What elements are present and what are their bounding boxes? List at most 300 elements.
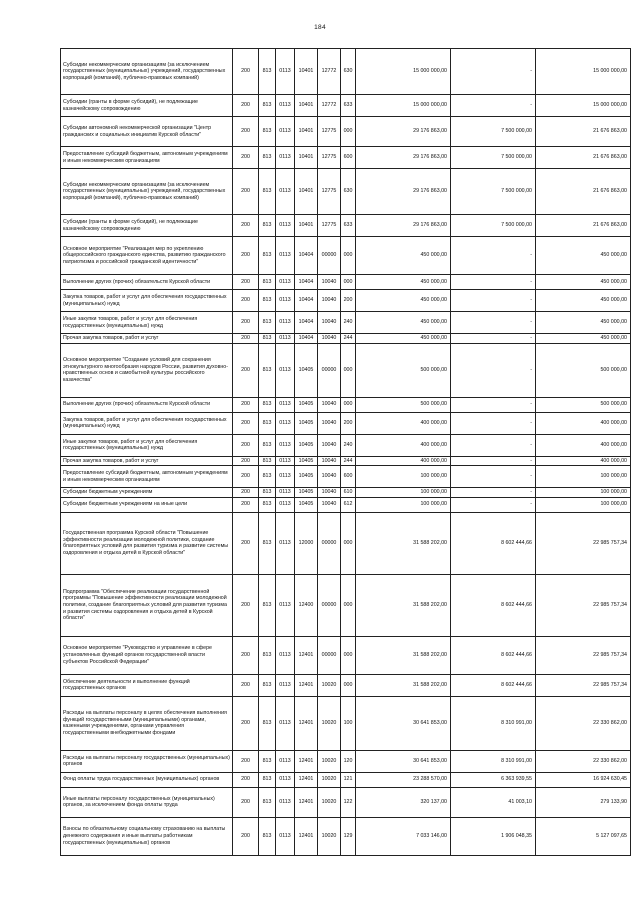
row-code-cell: 0113 (276, 275, 295, 290)
row-code-cell: 200 (233, 412, 259, 434)
row-code-cell: 000 (341, 237, 356, 275)
row-amount-cell: 400 000,00 (356, 456, 451, 466)
table-row (61, 49, 631, 95)
row-code-cell: 10040 (318, 466, 341, 488)
row-code-cell: 10040 (318, 275, 341, 290)
row-code-cell: 10404 (295, 334, 318, 344)
row-amount-cell: 15 000 000,00 (536, 95, 631, 117)
row-code-cell: 0113 (276, 497, 295, 512)
row-name-cell: Иные выплаты персоналу государственных (муниципальных) органов, за исключением фонда оплаты труда (61, 787, 233, 817)
row-code-cell: 000 (341, 275, 356, 290)
table-row (61, 412, 631, 434)
table-row (61, 696, 631, 750)
row-amount-cell: - (451, 412, 536, 434)
row-code-cell: 0113 (276, 312, 295, 334)
row-amount-cell: 30 641 853,00 (356, 750, 451, 772)
row-code-cell: 200 (233, 512, 259, 574)
row-code-cell: 12401 (295, 772, 318, 787)
row-code-cell: 12000 (295, 512, 318, 574)
row-code-cell: 813 (259, 215, 276, 237)
table-row (61, 817, 631, 855)
row-amount-cell: - (451, 275, 536, 290)
table-row (61, 434, 631, 456)
row-amount-cell: 100 000,00 (536, 488, 631, 498)
row-code-cell: 000 (341, 397, 356, 412)
row-amount-cell: 400 000,00 (356, 412, 451, 434)
row-code-cell: 200 (233, 787, 259, 817)
row-amount-cell: 7 500 000,00 (451, 117, 536, 147)
row-name-cell: Расходы на выплаты персоналу в целях обеспечения выполнения функций государственными (муниципальными) органами, казенными учреждениями, органами управления государственными внебюджетными фондами (61, 696, 233, 750)
row-code-cell: 813 (259, 456, 276, 466)
row-code-cell: 0113 (276, 215, 295, 237)
row-code-cell: 12775 (318, 147, 341, 169)
row-code-cell: 200 (233, 117, 259, 147)
row-amount-cell: 100 000,00 (356, 488, 451, 498)
row-amount-cell: 21 676 863,00 (536, 147, 631, 169)
row-amount-cell: 29 176 863,00 (356, 169, 451, 215)
row-amount-cell: 22 330 862,00 (536, 696, 631, 750)
table-row (61, 117, 631, 147)
row-code-cell: 200 (233, 497, 259, 512)
row-code-cell: 10401 (295, 95, 318, 117)
row-code-cell: 10020 (318, 817, 341, 855)
row-name-cell: Субсидии бюджетным учреждениям (61, 488, 233, 498)
row-name-cell: Субсидии (гранты в форме субсидий), не подлежащие казначейскому сопровождению (61, 215, 233, 237)
row-code-cell: 12775 (318, 117, 341, 147)
row-code-cell: 120 (341, 750, 356, 772)
row-code-cell: 813 (259, 95, 276, 117)
row-amount-cell: 15 000 000,00 (536, 49, 631, 95)
row-code-cell: 0113 (276, 674, 295, 696)
row-amount-cell: 15 000 000,00 (356, 49, 451, 95)
row-name-cell: Взносы по обязательному социальному страхованию на выплаты денежного содержания и иные выплаты работникам государственных (муниципальных) органов (61, 817, 233, 855)
row-code-cell: 129 (341, 817, 356, 855)
row-code-cell: 813 (259, 397, 276, 412)
row-amount-cell: 100 000,00 (536, 466, 631, 488)
row-amount-cell: 450 000,00 (536, 275, 631, 290)
row-amount-cell: 400 000,00 (536, 456, 631, 466)
row-code-cell: 10404 (295, 290, 318, 312)
row-amount-cell: 450 000,00 (356, 334, 451, 344)
row-name-cell: Иные закупки товаров, работ и услуг для обеспечения государственных (муниципальных) нужд (61, 312, 233, 334)
row-amount-cell: - (451, 466, 536, 488)
row-code-cell: 244 (341, 334, 356, 344)
row-code-cell: 100 (341, 696, 356, 750)
row-amount-cell: - (451, 290, 536, 312)
row-amount-cell: 450 000,00 (536, 334, 631, 344)
row-amount-cell: - (451, 334, 536, 344)
table-row (61, 497, 631, 512)
row-code-cell: 244 (341, 456, 356, 466)
row-code-cell: 0113 (276, 334, 295, 344)
row-code-cell: 10405 (295, 456, 318, 466)
row-amount-cell: 400 000,00 (536, 434, 631, 456)
row-code-cell: 10020 (318, 696, 341, 750)
row-amount-cell: 450 000,00 (356, 312, 451, 334)
table-row (61, 397, 631, 412)
row-code-cell: 10040 (318, 412, 341, 434)
row-code-cell: 813 (259, 117, 276, 147)
row-code-cell: 10404 (295, 312, 318, 334)
row-name-cell: Государственная программа Курской области "Повышение эффективности реализации молодежной политики, создание благоприятных условий для развития туризма и развитие системы оздоровления и отдыха детей в Курской области" (61, 512, 233, 574)
row-code-cell: 12775 (318, 169, 341, 215)
row-code-cell: 00000 (318, 237, 341, 275)
row-code-cell: 00000 (318, 574, 341, 636)
row-code-cell: 0113 (276, 750, 295, 772)
row-code-cell: 813 (259, 237, 276, 275)
row-code-cell: 200 (233, 772, 259, 787)
row-code-cell: 0113 (276, 237, 295, 275)
row-code-cell: 0113 (276, 49, 295, 95)
row-code-cell: 10040 (318, 334, 341, 344)
row-amount-cell: 22 985 757,34 (536, 674, 631, 696)
row-code-cell: 200 (233, 488, 259, 498)
row-code-cell: 000 (341, 343, 356, 397)
row-code-cell: 200 (233, 456, 259, 466)
row-code-cell: 200 (233, 574, 259, 636)
row-code-cell: 200 (233, 674, 259, 696)
row-name-cell: Закупка товаров, работ и услуг для обеспечения государственных (муниципальных) нужд (61, 290, 233, 312)
table-row (61, 275, 631, 290)
row-amount-cell: - (451, 49, 536, 95)
table-row (61, 466, 631, 488)
row-code-cell: 0113 (276, 290, 295, 312)
row-amount-cell: 31 588 202,00 (356, 636, 451, 674)
row-code-cell: 200 (233, 817, 259, 855)
row-code-cell: 10401 (295, 169, 318, 215)
row-name-cell: Подпрограмма "Обеспечение реализации государственной программы "Повышение эффективности реализации молодежной политики, создание благоприятных условий для развития туризма и развития системы оздоровления и отдыха детей в Курской области" (61, 574, 233, 636)
row-code-cell: 200 (233, 466, 259, 488)
row-code-cell: 813 (259, 290, 276, 312)
row-name-cell: Закупка товаров, работ и услуг для обеспечения государственных (муниципальных) нужд (61, 412, 233, 434)
table-row (61, 215, 631, 237)
row-code-cell: 12772 (318, 49, 341, 95)
row-amount-cell: 29 176 863,00 (356, 117, 451, 147)
row-amount-cell: 100 000,00 (356, 466, 451, 488)
table-row (61, 456, 631, 466)
row-code-cell: 10020 (318, 787, 341, 817)
row-name-cell: Выполнение других (прочих) обязательств Курской области (61, 275, 233, 290)
row-name-cell: Субсидии автономной некоммерческой организации "Центр гражданских и социальных инициатив Курской области" (61, 117, 233, 147)
row-amount-cell: 22 985 757,34 (536, 574, 631, 636)
row-code-cell: 10405 (295, 412, 318, 434)
row-amount-cell: 320 137,00 (356, 787, 451, 817)
row-code-cell: 0113 (276, 512, 295, 574)
row-amount-cell: - (451, 237, 536, 275)
table-row (61, 334, 631, 344)
row-name-cell: Основное мероприятие "Реализация мер по укреплению общероссийского гражданского единства, развитию гражданского патриотизма и российской гражданской идентичности" (61, 237, 233, 275)
row-code-cell: 000 (341, 636, 356, 674)
row-amount-cell: - (451, 397, 536, 412)
row-code-cell: 0113 (276, 147, 295, 169)
row-amount-cell: 15 000 000,00 (356, 95, 451, 117)
row-code-cell: 00000 (318, 512, 341, 574)
row-name-cell: Расходы на выплаты персоналу государственных (муниципальных) органов (61, 750, 233, 772)
row-code-cell: 630 (341, 49, 356, 95)
row-code-cell: 10405 (295, 397, 318, 412)
row-amount-cell: 41 003,10 (451, 787, 536, 817)
row-code-cell: 240 (341, 434, 356, 456)
table-row (61, 787, 631, 817)
row-code-cell: 10401 (295, 49, 318, 95)
row-code-cell: 10405 (295, 497, 318, 512)
row-code-cell: 200 (233, 49, 259, 95)
row-name-cell: Субсидии некоммерческим организациям (за исключением государственных (муниципальных) учреждений, государственных корпораций (компаний), публично-правовых компаний) (61, 169, 233, 215)
row-code-cell: 10040 (318, 290, 341, 312)
row-amount-cell: 5 127 097,65 (536, 817, 631, 855)
row-amount-cell: 31 588 202,00 (356, 512, 451, 574)
row-amount-cell: - (451, 95, 536, 117)
row-code-cell: 813 (259, 343, 276, 397)
row-code-cell: 200 (233, 147, 259, 169)
row-amount-cell: 8 602 444,66 (451, 636, 536, 674)
table-row (61, 147, 631, 169)
row-amount-cell: 22 985 757,34 (536, 636, 631, 674)
row-name-cell: Фонд оплаты труда государственных (муниципальных) органов (61, 772, 233, 787)
row-amount-cell: 29 176 863,00 (356, 215, 451, 237)
row-amount-cell: 8 602 444,66 (451, 574, 536, 636)
row-name-cell: Выполнение других (прочих) обязательств Курской области (61, 397, 233, 412)
row-code-cell: 10040 (318, 434, 341, 456)
row-code-cell: 813 (259, 772, 276, 787)
row-amount-cell: 29 176 863,00 (356, 147, 451, 169)
row-code-cell: 10040 (318, 456, 341, 466)
row-amount-cell: 500 000,00 (356, 397, 451, 412)
row-code-cell: 813 (259, 750, 276, 772)
row-amount-cell: 22 985 757,34 (536, 512, 631, 574)
table-row (61, 674, 631, 696)
row-code-cell: 10040 (318, 312, 341, 334)
row-code-cell: 813 (259, 636, 276, 674)
row-amount-cell: 8 602 444,66 (451, 512, 536, 574)
row-code-cell: 10404 (295, 275, 318, 290)
row-amount-cell: 8 310 991,00 (451, 750, 536, 772)
row-code-cell: 200 (233, 215, 259, 237)
row-code-cell: 10401 (295, 117, 318, 147)
row-code-cell: 10405 (295, 466, 318, 488)
row-code-cell: 00000 (318, 636, 341, 674)
row-name-cell: Обеспечение деятельности и выполнение функций государственных органов (61, 674, 233, 696)
row-amount-cell: 279 133,90 (536, 787, 631, 817)
row-amount-cell: - (451, 456, 536, 466)
row-code-cell: 000 (341, 512, 356, 574)
row-code-cell: 200 (233, 434, 259, 456)
table-row (61, 512, 631, 574)
row-amount-cell: 450 000,00 (536, 312, 631, 334)
row-code-cell: 10020 (318, 772, 341, 787)
table-row (61, 343, 631, 397)
row-code-cell: 600 (341, 466, 356, 488)
table-row (61, 169, 631, 215)
row-code-cell: 0113 (276, 343, 295, 397)
row-name-cell: Прочая закупка товаров, работ и услуг (61, 334, 233, 344)
row-amount-cell: 100 000,00 (536, 497, 631, 512)
table-row (61, 312, 631, 334)
table-row (61, 750, 631, 772)
row-code-cell: 200 (233, 696, 259, 750)
row-code-cell: 10040 (318, 497, 341, 512)
row-code-cell: 10405 (295, 343, 318, 397)
row-amount-cell: 450 000,00 (536, 290, 631, 312)
row-amount-cell: - (451, 434, 536, 456)
row-amount-cell: 31 588 202,00 (356, 674, 451, 696)
row-amount-cell: 500 000,00 (536, 343, 631, 397)
row-name-cell: Субсидии бюджетным учреждениям на иные цели (61, 497, 233, 512)
row-code-cell: 200 (233, 275, 259, 290)
row-code-cell: 0113 (276, 696, 295, 750)
row-code-cell: 12775 (318, 215, 341, 237)
row-code-cell: 813 (259, 147, 276, 169)
table-row (61, 488, 631, 498)
row-code-cell: 12772 (318, 95, 341, 117)
row-code-cell: 0113 (276, 636, 295, 674)
table-row (61, 95, 631, 117)
row-code-cell: 0113 (276, 456, 295, 466)
row-name-cell: Предоставление субсидий бюджетным, автономным учреждениям и иным некоммерческим организациям (61, 466, 233, 488)
row-amount-cell: 450 000,00 (536, 237, 631, 275)
row-code-cell: 612 (341, 497, 356, 512)
row-code-cell: 813 (259, 696, 276, 750)
row-name-cell: Основное мероприятие "Руководство и управление в сфере установленных функций органов государственной власти субъектов Российской Федерации" (61, 636, 233, 674)
row-code-cell: 200 (233, 343, 259, 397)
row-name-cell: Иные закупки товаров, работ и услуг для обеспечения государственных (муниципальных) нужд (61, 434, 233, 456)
row-code-cell: 12400 (295, 574, 318, 636)
row-code-cell: 0113 (276, 787, 295, 817)
row-amount-cell: 7 033 146,00 (356, 817, 451, 855)
row-code-cell: 200 (233, 750, 259, 772)
row-code-cell: 000 (341, 574, 356, 636)
row-amount-cell: 500 000,00 (356, 343, 451, 397)
row-code-cell: 813 (259, 817, 276, 855)
table-row (61, 237, 631, 275)
table-row (61, 290, 631, 312)
row-amount-cell: 23 288 570,00 (356, 772, 451, 787)
row-code-cell: 600 (341, 147, 356, 169)
row-code-cell: 813 (259, 574, 276, 636)
row-amount-cell: 21 676 863,00 (536, 215, 631, 237)
row-code-cell: 10404 (295, 237, 318, 275)
table-row (61, 636, 631, 674)
row-code-cell: 200 (341, 290, 356, 312)
row-amount-cell: 8 602 444,66 (451, 674, 536, 696)
row-code-cell: 0113 (276, 95, 295, 117)
row-code-cell: 000 (341, 674, 356, 696)
row-code-cell: 12401 (295, 787, 318, 817)
table-row (61, 772, 631, 787)
row-name-cell: Предоставление субсидий бюджетным, автономным учреждениям и иным некоммерческим организациям (61, 147, 233, 169)
row-code-cell: 0113 (276, 412, 295, 434)
row-code-cell: 0113 (276, 488, 295, 498)
row-amount-cell: - (451, 343, 536, 397)
row-code-cell: 813 (259, 787, 276, 817)
row-amount-cell: - (451, 488, 536, 498)
row-code-cell: 633 (341, 215, 356, 237)
row-amount-cell: 31 588 202,00 (356, 574, 451, 636)
budget-table (60, 48, 631, 856)
row-code-cell: 10405 (295, 434, 318, 456)
row-code-cell: 10040 (318, 488, 341, 498)
row-amount-cell: 21 676 863,00 (536, 117, 631, 147)
row-amount-cell: 400 000,00 (536, 412, 631, 434)
row-code-cell: 630 (341, 169, 356, 215)
row-amount-cell: 7 500 000,00 (451, 215, 536, 237)
row-code-cell: 12401 (295, 750, 318, 772)
row-code-cell: 200 (233, 95, 259, 117)
row-code-cell: 813 (259, 488, 276, 498)
row-code-cell: 0113 (276, 466, 295, 488)
row-amount-cell: 22 330 862,00 (536, 750, 631, 772)
table-row (61, 574, 631, 636)
row-code-cell: 0113 (276, 397, 295, 412)
row-amount-cell: 100 000,00 (356, 497, 451, 512)
row-code-cell: 200 (233, 237, 259, 275)
row-code-cell: 10020 (318, 750, 341, 772)
row-code-cell: 813 (259, 434, 276, 456)
row-name-cell: Субсидии (гранты в форме субсидий), не подлежащие казначейскому сопровождению (61, 95, 233, 117)
row-amount-cell: 450 000,00 (356, 237, 451, 275)
row-code-cell: 240 (341, 312, 356, 334)
row-code-cell: 10401 (295, 215, 318, 237)
row-amount-cell: 500 000,00 (536, 397, 631, 412)
row-amount-cell: 7 500 000,00 (451, 147, 536, 169)
row-name-cell: Прочая закупка товаров, работ и услуг (61, 456, 233, 466)
row-code-cell: 10040 (318, 397, 341, 412)
row-code-cell: 200 (233, 169, 259, 215)
row-amount-cell: 1 906 048,35 (451, 817, 536, 855)
row-amount-cell: 400 000,00 (356, 434, 451, 456)
row-code-cell: 10401 (295, 147, 318, 169)
row-code-cell: 813 (259, 412, 276, 434)
row-code-cell: 813 (259, 497, 276, 512)
row-amount-cell: 16 924 630,45 (536, 772, 631, 787)
row-code-cell: 0113 (276, 817, 295, 855)
row-name-cell: Основное мероприятие "Создание условий для сохранения этнокультурного многообразия народов России, развития духовно-нравственных основ и самобытной культуры российского казачества" (61, 343, 233, 397)
row-code-cell: 813 (259, 512, 276, 574)
page-number: 184 (314, 24, 326, 31)
row-code-cell: 12401 (295, 696, 318, 750)
row-code-cell: 0113 (276, 434, 295, 456)
row-code-cell: 12401 (295, 636, 318, 674)
row-amount-cell: 8 310 991,00 (451, 696, 536, 750)
row-code-cell: 0113 (276, 169, 295, 215)
row-amount-cell: 21 676 863,00 (536, 169, 631, 215)
row-code-cell: 12401 (295, 674, 318, 696)
row-code-cell: 0113 (276, 574, 295, 636)
row-code-cell: 200 (233, 312, 259, 334)
row-code-cell: 813 (259, 49, 276, 95)
row-code-cell: 10020 (318, 674, 341, 696)
row-amount-cell: 450 000,00 (356, 290, 451, 312)
row-amount-cell: 30 641 853,00 (356, 696, 451, 750)
row-code-cell: 813 (259, 312, 276, 334)
row-amount-cell: - (451, 497, 536, 512)
row-code-cell: 200 (233, 397, 259, 412)
row-code-cell: 200 (341, 412, 356, 434)
row-code-cell: 121 (341, 772, 356, 787)
row-code-cell: 813 (259, 275, 276, 290)
row-code-cell: 0113 (276, 117, 295, 147)
row-amount-cell: 450 000,00 (356, 275, 451, 290)
row-code-cell: 813 (259, 674, 276, 696)
row-code-cell: 10405 (295, 488, 318, 498)
row-code-cell: 813 (259, 466, 276, 488)
row-amount-cell: 7 500 000,00 (451, 169, 536, 215)
row-code-cell: 200 (233, 334, 259, 344)
row-code-cell: 122 (341, 787, 356, 817)
row-amount-cell: 6 363 939,55 (451, 772, 536, 787)
row-code-cell: 0113 (276, 772, 295, 787)
table-body (61, 49, 631, 856)
